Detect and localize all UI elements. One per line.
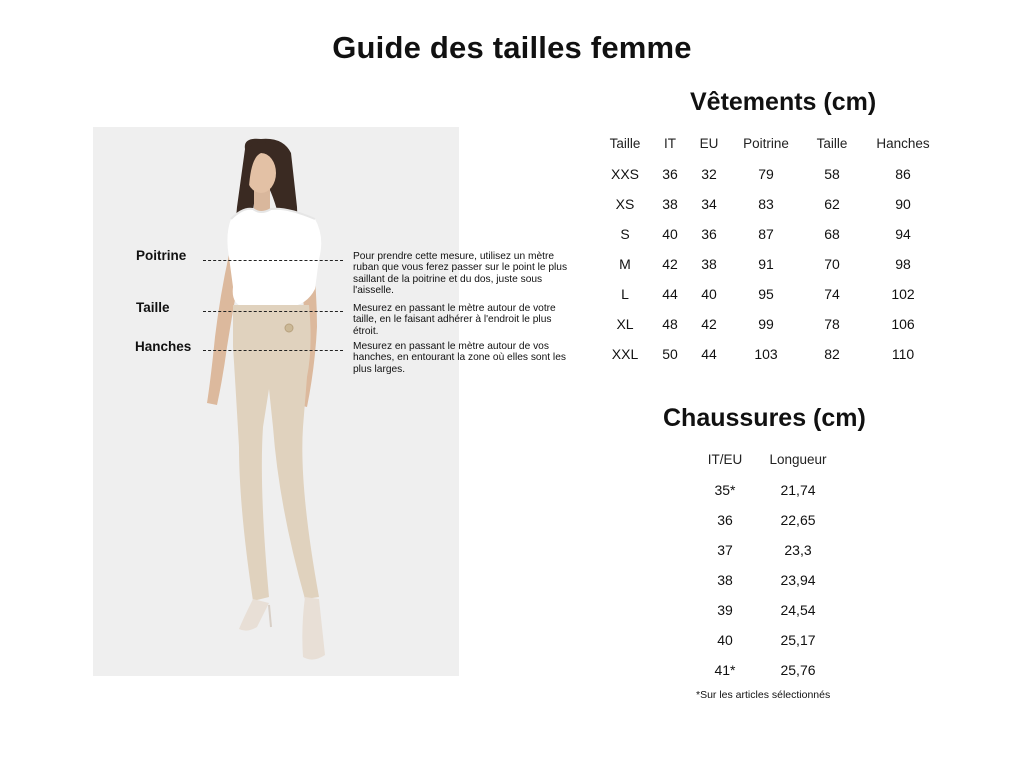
shoe-table-header: IT/EU — [707, 452, 743, 467]
clothing-table-cell: XS — [615, 196, 635, 212]
clothing-title: Vêtements (cm) — [690, 88, 877, 116]
shoe-table-header: Longueur — [769, 452, 827, 467]
clothing-table-cell: 48 — [662, 316, 678, 332]
clothing-table-cell: 90 — [895, 196, 911, 212]
clothing-table-cell: XXL — [611, 346, 639, 362]
clothing-table-header: Poitrine — [743, 136, 789, 151]
shoes-footnote: *Sur les articles sélectionnés — [696, 689, 831, 701]
clothing-table-cell: 103 — [754, 346, 778, 362]
clothing-table-cell: 82 — [824, 346, 840, 362]
clothing-table-cell: 32 — [701, 166, 717, 182]
clothing-table-cell: 38 — [701, 256, 717, 272]
measure-label-poitrine: Poitrine — [136, 248, 187, 263]
clothing-table-cell: 68 — [824, 226, 840, 242]
measure-desc-poitrine: Pour prendre cette mesure, utilisez un mètre ruban que vous ferez passer sur le point le plus saillant de la poitrine et du dos, juste sous l'aisselle. — [353, 251, 568, 297]
measure-desc-hanches: Mesurez en passant le mètre autour de vos hanches, en entourant la zone où elles sont les plus larges. — [353, 341, 566, 375]
measure-line-taille — [203, 311, 343, 312]
clothing-table-cell: 87 — [758, 226, 774, 242]
clothing-table-cell: 106 — [891, 316, 915, 332]
clothing-table-cell: XXS — [610, 166, 640, 182]
clothing-table-cell: 74 — [824, 286, 840, 302]
clothing-table-cell: 98 — [895, 256, 911, 272]
clothing-table-cell: 40 — [662, 226, 678, 242]
clothing-table-cell: 38 — [662, 196, 678, 212]
clothing-table-cell: 50 — [662, 346, 678, 362]
clothing-table-header: Hanches — [876, 136, 930, 151]
clothing-table-cell: 83 — [758, 196, 774, 212]
clothing-table-cell: 44 — [662, 286, 678, 302]
clothing-table-cell: L — [621, 286, 629, 302]
clothing-table-cell: 79 — [758, 166, 774, 182]
clothing-table-cell: 42 — [662, 256, 678, 272]
clothing-table-cell: 91 — [758, 256, 774, 272]
shoe-table-cell: 37 — [717, 542, 733, 558]
clothing-table-cell: 58 — [824, 166, 840, 182]
clothing-table-header: Taille — [609, 136, 641, 151]
shoe-table-cell: 41* — [714, 662, 736, 678]
shoe-table-cell: 38 — [717, 572, 733, 588]
model-photo — [93, 127, 459, 676]
clothing-table-cell: 86 — [895, 166, 911, 182]
measure-line-poitrine — [203, 260, 343, 261]
measure-line-hanches — [203, 350, 343, 351]
clothing-table-cell: 36 — [701, 226, 717, 242]
clothing-table-cell: M — [619, 256, 631, 272]
page-title: Guide des tailles femme — [332, 30, 692, 65]
clothing-table-cell: 36 — [662, 166, 678, 182]
clothing-table-cell: 95 — [758, 286, 774, 302]
clothing-table-cell: 110 — [891, 346, 915, 362]
clothing-table-cell: 102 — [891, 286, 915, 302]
clothing-table-header: Taille — [816, 136, 848, 151]
shoe-table-cell: 21,74 — [780, 482, 816, 498]
measure-label-taille: Taille — [136, 300, 170, 315]
measure-label-hanches: Hanches — [135, 339, 192, 354]
clothing-table-cell: XL — [616, 316, 634, 332]
shoe-table-cell: 23,94 — [780, 572, 816, 588]
clothing-table-cell: 78 — [824, 316, 840, 332]
shoe-table-cell: 25,76 — [780, 662, 816, 678]
clothing-table-header: IT — [664, 136, 676, 151]
clothing-table-cell: 34 — [701, 196, 717, 212]
shoe-table-cell: 36 — [717, 512, 733, 528]
shoe-table-cell: 22,65 — [780, 512, 816, 528]
clothing-table-cell: 42 — [701, 316, 717, 332]
measure-desc-taille: Mesurez en passant le mètre autour de votre taille, en le faisant adhérer à l'endroit le plus étroit. — [353, 303, 556, 337]
clothing-table-cell: 70 — [824, 256, 840, 272]
clothing-table-cell: 99 — [758, 316, 774, 332]
shoes-title: Chaussures (cm) — [663, 404, 866, 432]
clothing-table-header: EU — [699, 136, 719, 151]
shoe-table-cell: 40 — [717, 632, 733, 648]
shoe-table-cell: 24,54 — [780, 602, 816, 618]
clothing-table-cell: 40 — [701, 286, 717, 302]
shoe-table-cell: 39 — [717, 602, 733, 618]
shoe-table-cell: 25,17 — [780, 632, 816, 648]
shoe-table-cell: 35* — [714, 482, 736, 498]
clothing-table-cell: S — [620, 226, 630, 242]
shoe-table-cell: 23,3 — [784, 542, 812, 558]
clothing-table-cell: 44 — [701, 346, 717, 362]
clothing-table-cell: 94 — [895, 226, 911, 242]
clothing-table-cell: 62 — [824, 196, 840, 212]
